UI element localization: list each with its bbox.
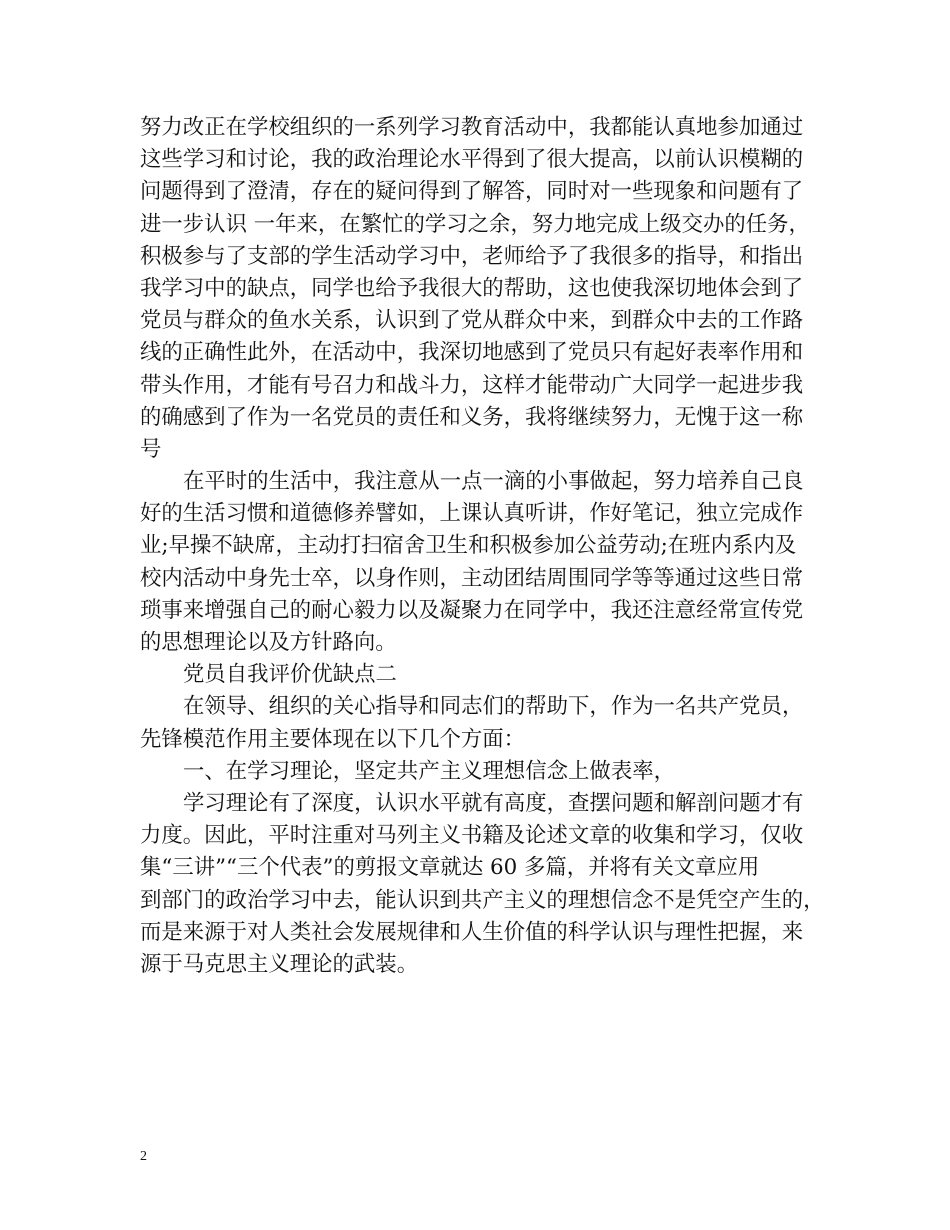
text-line: 这些学习和讨论，我的政治理论水平得到了很大提高，以前认识模糊的 [140,147,804,173]
text-line: 在领导、组织的关心指导和同志们的帮助下，作为一名共产党员， [183,694,804,720]
text-line: 我学习中的缺点，同学也给予我很大的帮助，这也使我深切地体会到了 [140,275,804,301]
text-line: 积极参与了支部的学生活动学习中，老师给予了我很多的指导，和指出 [140,243,804,269]
text-line: 而是来源于对人类社会发展规律和人生价值的科学认识与理性把握，来 [140,919,804,945]
text-line: 进一步认识 一年来，在繁忙的学习之余，努力地完成上级交办的任务， [140,211,810,237]
text-line: 带头作用，才能有号召力和战斗力，这样才能带动广大同学一起进步我 [140,372,804,398]
text-line: 努力改正在学校组织的一系列学习教育活动中，我都能认真地参加通过 [140,115,804,140]
text-line: 好的生活习惯和道德修养譬如，上课认真听讲，作好笔记，独立完成作 [140,501,804,527]
text-line: 业;早操不缺席，主动打扫宿舍卫生和积极参加公益劳动;在班内系内及 [140,533,797,559]
text-line: 问题得到了澄清，存在的疑问得到了解答，同时对一些现象和问题有了 [140,179,804,205]
text-line: 校内活动中身先士卒，以身作则，主动团结周围同学等等通过这些日常 [140,565,804,591]
text-line: 的思想理论以及方针路向。 [140,630,397,655]
text-line: 一、在学习理论，坚定共产主义理想信念上做表率， [183,758,675,784]
text-line: 在平时的生活中，我注意从一点一滴的小事做起，努力培养自己良 [183,469,804,495]
text-line: 党员与群众的鱼水关系，认识到了党从群众中来，到群众中去的工作路 [140,308,804,334]
text-line: 学习理论有了深度，认识水平就有高度，查摆问题和解剖问题才有 [183,790,804,816]
text-line: 线的正确性此外，在活动中，我深切地感到了党员只有起好表率作用和 [140,340,804,366]
text-line: 力度。因此，平时注重对马列主义书籍及论述文章的收集和学习，仅收 [140,823,804,849]
text-line: 号 [140,436,162,462]
text-line: 到部门的政治学习中去，能认识到共产主义的理想信念不是凭空产生的， [140,887,825,913]
text-line: 的确感到了作为一名党员的责任和义务，我将继续努力，无愧于这一称 [140,404,804,430]
page-number: 2 [140,1149,147,1164]
text-line: 先锋模范作用主要体现在以下几个方面： [140,726,526,752]
text-line: 琐事来增强自己的耐心毅力以及凝聚力在同学中，我还注意经常宣传党 [140,597,804,623]
text-line: 集“三讲”“三个代表”的剪报文章就达 60 多篇，并将有关文章应用 [140,855,760,881]
text-line: 源于马克思主义理论的武装。 [140,951,419,977]
text-line: 党员自我评价优缺点二 [183,662,397,688]
document-body [140,112,830,981]
